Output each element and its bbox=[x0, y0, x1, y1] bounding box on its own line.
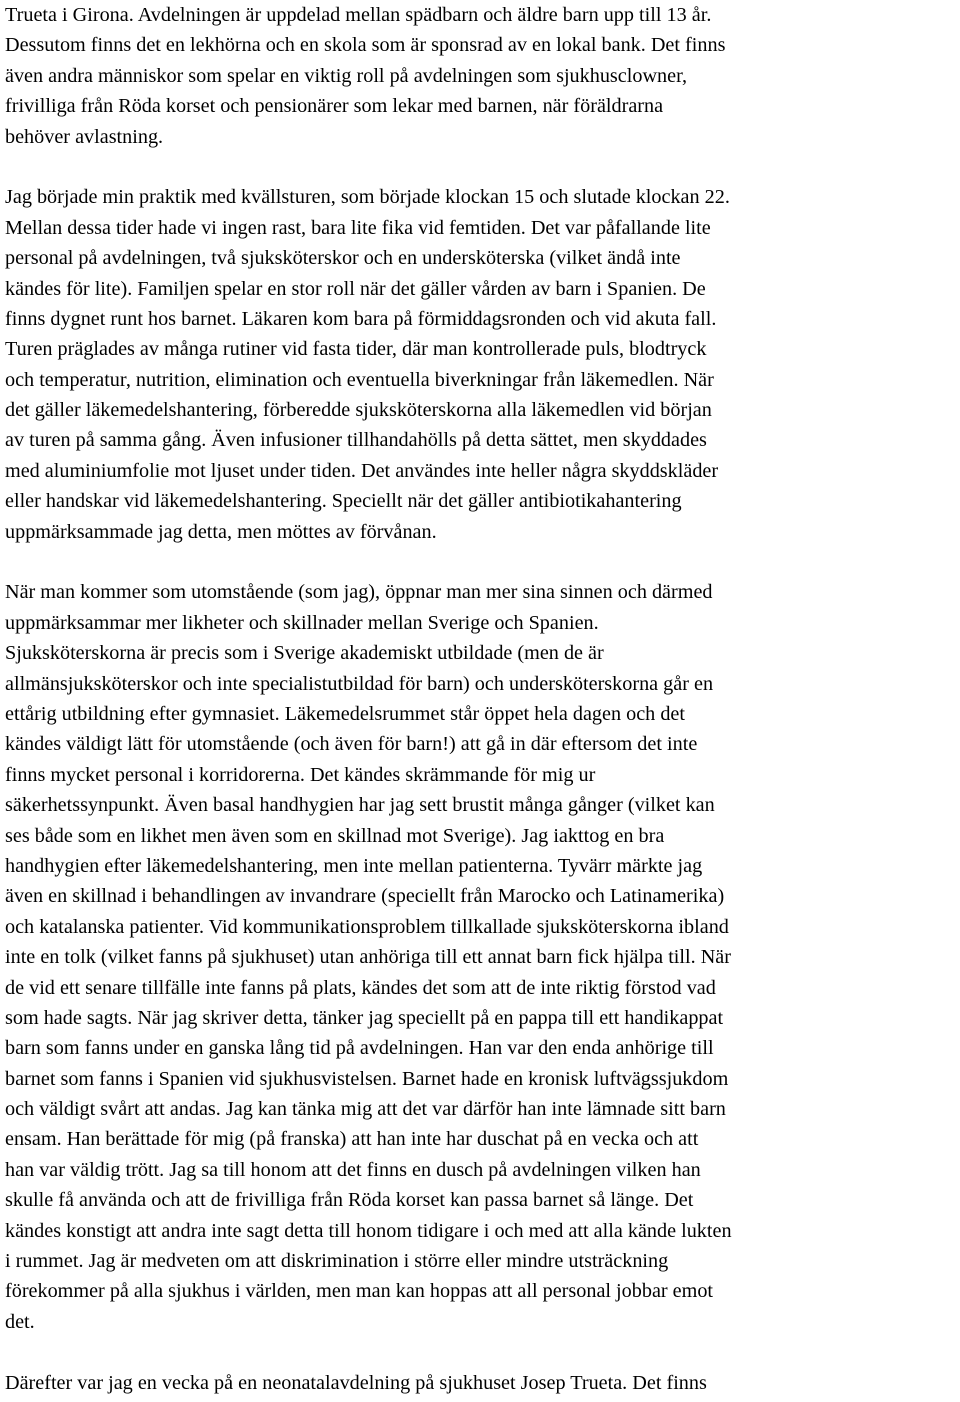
document-page bbox=[5, 0, 960, 1398]
text-line: av turen på samma gång. Även infusioner tillhandahölls på detta sättet, men skyddades bbox=[5, 429, 707, 452]
text-line: ettårig utbildning efter gymnasiet. Läkemedelsrummet står öppet hela dagen och det bbox=[5, 702, 685, 725]
text-line: Trueta i Girona. Avdelningen är uppdelad mellan spädbarn och äldre barn upp till 13 år. bbox=[5, 4, 712, 26]
text-line: barn som fanns under en ganska lång tid på avdelningen. Han var den enda anhörige till bbox=[5, 1037, 714, 1060]
text-line: behöver avlastning. bbox=[5, 125, 164, 148]
text-line: med aluminiumfolie mot ljuset under tiden. Det användes inte heller några skyddskläder bbox=[5, 459, 719, 482]
text-line: det. bbox=[5, 1310, 35, 1333]
text-line: kändes väldigt lätt för utomstående (och även för barn!) att gå in där eftersom det inte bbox=[5, 733, 698, 756]
paragraph-spacer bbox=[5, 1337, 960, 1367]
text-line: Därefter var jag en vecka på en neonatalavdelning på sjukhuset Josep Trueta. Det finns bbox=[5, 1371, 707, 1394]
text-line: finns dygnet runt hos barnet. Läkaren kom bara på förmiddagsronden och vid akuta fall. bbox=[5, 307, 717, 330]
text-line: När man kommer som utomstående (som jag), öppnar man mer sina sinnen och därmed bbox=[5, 581, 713, 604]
text-line: handhygien efter läkemedelshantering, men inte mellan patienterna. Tyvärr märkte jag bbox=[5, 854, 703, 877]
paragraph-neonatal bbox=[5, 1368, 960, 1398]
text-line: Jag började min praktik med kvällsturen, som började klockan 15 och slutade klockan 22. bbox=[5, 186, 730, 209]
text-line: Turen präglades av många rutiner vid fasta tider, där man kontrollerade puls, blodtryck bbox=[5, 338, 707, 361]
text-line: ensam. Han berättade för mig (på franska) att han inte har duschat på en vecka och att bbox=[5, 1128, 699, 1151]
text-line: skulle få använda och att de frivilliga från Röda korset kan passa barnet så länge. Det bbox=[5, 1189, 694, 1212]
text-line: och katalanska patienter. Vid kommunikationsproblem tillkallade sjuksköterskorna ibland bbox=[5, 915, 729, 938]
paragraph-spacer bbox=[5, 152, 960, 182]
text-line: även andra människor som spelar en viktig roll på avdelningen som sjukhusclowner, bbox=[5, 64, 688, 87]
text-line: Sjuksköterskorna är precis som i Sverige akademiskt utbildade (men de är bbox=[5, 642, 604, 665]
paragraph-evening-shift bbox=[5, 182, 960, 547]
text-line: även en skillnad i behandlingen av invandrare (speciellt från Marocko och Latinamerika) bbox=[5, 885, 725, 908]
text-line: och väldigt svårt att andas. Jag kan tänka mig att det var därför han inte lämnade sitt barn bbox=[5, 1098, 726, 1121]
text-line: frivilliga från Röda korset och pensionärer som lekar med barnen, när föräldrarna bbox=[5, 95, 664, 118]
text-line: kändes för lite). Familjen spelar en stor roll när det gäller vården av barn i Spanien. De bbox=[5, 277, 706, 300]
text-line: uppmärksammade jag detta, men möttes av förvånan. bbox=[5, 520, 437, 543]
text-line: finns mycket personal i korridorerna. Det kändes skrämmande för mig ur bbox=[5, 763, 596, 786]
paragraph-ward-description bbox=[5, 0, 960, 152]
text-line: i rummet. Jag är medveten om att diskrimination i större eller mindre utsträckning bbox=[5, 1250, 669, 1273]
text-line: barnet som fanns i Spanien vid sjukhusvistelsen. Barnet hade en kronisk luftvägssjukdom bbox=[5, 1067, 729, 1090]
paragraph-comparison bbox=[5, 577, 960, 1337]
text-line: de vid ett senare tillfälle inte fanns på plats, kändes det som att de inte riktig förstod vad bbox=[5, 976, 716, 999]
text-line: och temperatur, nutrition, elimination och eventuella biverkningar från läkemedlen. När bbox=[5, 368, 714, 391]
text-line: som hade sagts. När jag skriver detta, tänker jag speciellt på en pappa till ett handikappat bbox=[5, 1006, 724, 1029]
text-line: Dessutom finns det en lekhörna och en skola som är sponsrad av en lokal bank. Det finns bbox=[5, 34, 726, 57]
text-line: eller handskar vid läkemedelshantering. Speciellt när det gäller antibiotikahantering bbox=[5, 490, 682, 513]
text-line: inte en tolk (vilket fanns på sjukhuset) utan anhöriga till ett annat barn fick hjälpa till. När bbox=[5, 946, 731, 969]
paragraph-spacer bbox=[5, 547, 960, 577]
text-line: säkerhetssynpunkt. Även basal handhygien har jag sett brustit många gånger (vilket kan bbox=[5, 794, 715, 817]
text-line: Mellan dessa tider hade vi ingen rast, bara lite fika vid femtiden. Det var påfallande lite bbox=[5, 216, 711, 239]
text-line: uppmärksammar mer likheter och skillnader mellan Sverige och Spanien. bbox=[5, 611, 599, 634]
text-line: det gäller läkemedelshantering, förberedde sjuksköterskorna alla läkemedlen vid början bbox=[5, 399, 712, 422]
text-line: kändes konstigt att andra inte sagt detta till honom tidigare i och med att alla kände lukten bbox=[5, 1219, 732, 1242]
text-line: förekommer på alla sjukhus i världen, men man kan hoppas att all personal jobbar emot bbox=[5, 1280, 714, 1303]
text-line: ses både som en likhet men även som en skillnad mot Sverige). Jag iakttog en bra bbox=[5, 824, 665, 847]
text-line: personal på avdelningen, två sjuksköterskor och en undersköterska (vilket ändå inte bbox=[5, 247, 681, 270]
text-line: allmänsjuksköterskor och inte specialistutbildad för barn) och undersköterskorna går en bbox=[5, 672, 714, 695]
text-line: han var väldig trött. Jag sa till honom att det finns en dusch på avdelningen vilken han bbox=[5, 1158, 701, 1181]
